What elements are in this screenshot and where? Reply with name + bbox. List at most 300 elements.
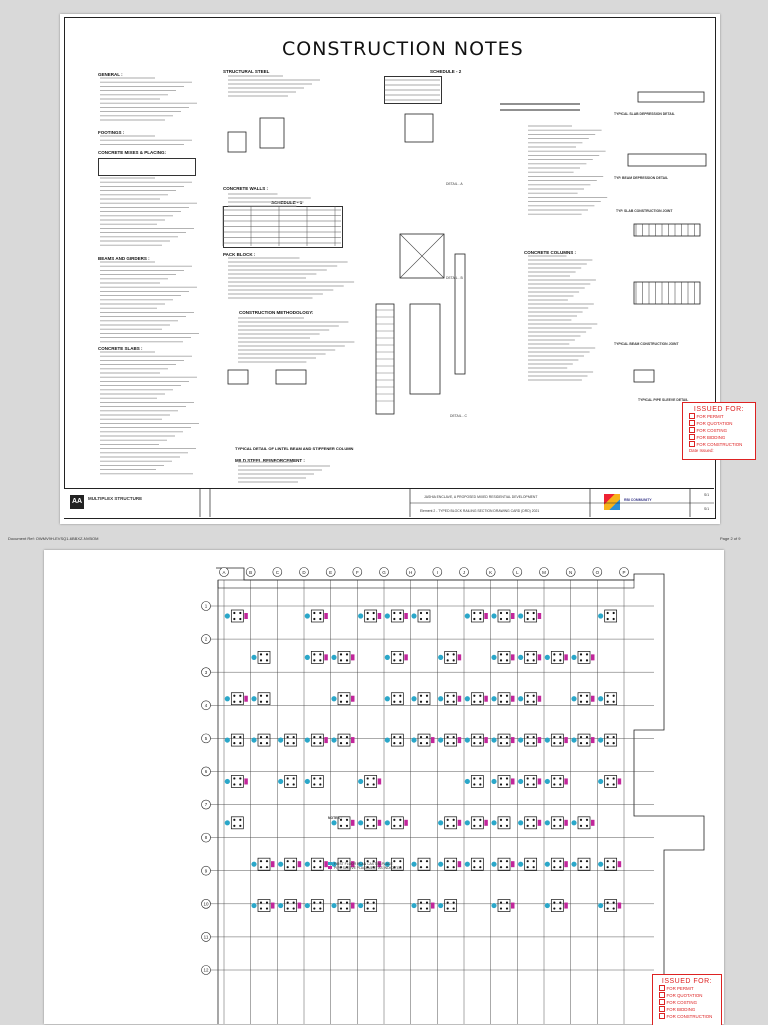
sleeve-marker-cyan [465,737,470,742]
grid-label: H [409,570,413,575]
sleeve-marker-magenta [351,820,355,826]
pile [533,819,535,821]
firm-name: MULTIPLEX STRUCTURE [88,496,143,501]
pile [479,860,481,862]
pile [399,612,401,614]
issued-item-costing[interactable]: FOR COSTING [689,427,755,434]
pile [533,618,535,620]
pile [580,736,582,738]
pile [260,736,262,738]
pile [506,901,508,903]
sleeve-marker-cyan [385,737,390,742]
pile [527,701,529,703]
issued-item-permit[interactable]: FOR PERMIT [659,985,721,992]
pile [266,901,268,903]
pile [346,653,348,655]
issued-item-permit[interactable]: FOR PERMIT [689,413,755,420]
grid-label: 2 [204,636,208,642]
pile-cap [525,734,537,746]
pile [447,659,449,661]
sleeve-marker-cyan [358,779,363,784]
pile [447,825,449,827]
pile [559,825,561,827]
sleeve-marker-cyan [411,737,416,742]
grid-label: E [329,570,333,575]
pile [506,742,508,744]
plan-legend [328,862,402,870]
pile [233,618,235,620]
pile-cap [605,900,617,912]
pile [346,695,348,697]
pile [287,866,289,868]
pile [479,736,481,738]
pile-cap [338,734,350,746]
sleeve-marker-magenta [484,820,488,826]
sleeve-marker-cyan [491,903,496,908]
pile [313,659,315,661]
sleeve-marker-cyan [331,737,336,742]
section-heading: CONCRETE SLABS : [98,346,143,351]
pile [453,860,455,862]
sleeve-marker-magenta [511,696,515,702]
pile [533,825,535,827]
detail-square [228,132,246,152]
sheet-construction-notes [60,14,745,524]
pile [313,736,315,738]
sleeve-marker-cyan [278,903,283,908]
grid-label: G [382,570,386,575]
pile [527,736,529,738]
pile [447,866,449,868]
grid-label: K [489,570,493,575]
pile [319,736,321,738]
pile-cap [498,734,510,746]
sleeve-marker-magenta [458,696,462,702]
pile [500,742,502,744]
section-heading: PACK BLOCK : [223,252,256,257]
pile [479,701,481,703]
pile [479,819,481,821]
sleeve-marker-magenta [244,696,248,702]
pile [313,612,315,614]
sleeve-marker-magenta [351,737,355,743]
pile [527,825,529,827]
pile [473,860,475,862]
sleeve-marker-cyan [571,862,576,867]
pile [500,825,502,827]
pile [533,777,535,779]
pile-cap [551,775,563,787]
pile-cap [231,693,243,705]
plan-notes [328,816,428,820]
sleeve-marker-cyan [491,820,496,825]
pile [580,659,582,661]
sleeve-marker-cyan [251,903,256,908]
pile [239,777,241,779]
pile [559,777,561,779]
sleeve-marker-cyan [225,696,230,701]
pile-cap [418,900,430,912]
grid-label: N [569,570,573,575]
pile [479,777,481,779]
beam-joint-detail [634,282,700,304]
sleeve-marker-cyan [491,655,496,660]
pile [607,736,609,738]
building-outline [216,568,704,1024]
pile [506,866,508,868]
pile [260,742,262,744]
pile [340,695,342,697]
pile-cap [578,651,590,663]
pile-cap [311,651,323,663]
sleeve-marker-magenta [538,778,542,784]
pile [613,777,615,779]
sleeve-marker-cyan [278,737,283,742]
pile [373,825,375,827]
pile-cap [498,610,510,622]
sleeve-marker-magenta [404,613,408,619]
sleeve-marker-magenta [351,696,355,702]
sleeve-marker-cyan [305,903,310,908]
pile [553,901,555,903]
sleeve-marker-cyan [385,696,390,701]
sleeve-marker-magenta [458,737,462,743]
grid-label: A [222,570,226,575]
pile [239,783,241,785]
grid-label: 4 [204,702,208,708]
pile [399,695,401,697]
dimension-strip [218,580,634,588]
grid-label: C [275,570,279,575]
pile [527,695,529,697]
sleeve-marker-cyan [278,779,283,784]
pile [553,825,555,827]
sleeve-marker-cyan [358,903,363,908]
pile-cap [551,734,563,746]
pile [293,860,295,862]
pile [426,860,428,862]
sleeve-marker-magenta [618,861,622,867]
sheet-description: Element 2 - TYPED BLOCK RAILING SECTION DRAWING CARD (DRD) 2021 [420,509,540,513]
pile-cap [605,734,617,746]
section-heading: TYPICAL DETAIL OF LINTEL BEAM AND STIFFENER COLUMN [235,446,354,451]
pile [260,907,262,909]
sleeve-marker-cyan [251,655,256,660]
pile [319,618,321,620]
section-heading: SCHEDULE - 2 [430,69,462,74]
pile [500,618,502,620]
checkbox-icon[interactable] [659,985,665,991]
sleeve-marker-magenta [618,778,622,784]
grid-label: I [436,570,438,575]
sleeve-marker-magenta [351,654,355,660]
pile [473,783,475,785]
pile [340,742,342,744]
pile [447,860,449,862]
pile [340,659,342,661]
pile-cap [418,693,430,705]
checkbox-icon[interactable] [659,1006,665,1012]
pile [506,701,508,703]
page-title: CONSTRUCTION NOTES [282,38,524,60]
pile [473,612,475,614]
pile [586,866,588,868]
pile [293,907,295,909]
pile-cap [365,610,377,622]
issued-item-quotation[interactable]: FOR QUOTATION [659,992,721,999]
pile [346,907,348,909]
pile [607,907,609,909]
pile-cap [471,775,483,787]
sleeve-marker-magenta [511,861,515,867]
pile [473,819,475,821]
slab-depression-detail [638,92,704,102]
sleeve-marker-magenta [378,778,382,784]
pile [233,612,235,614]
pile [473,825,475,827]
checkbox-icon[interactable] [659,992,665,998]
pile [393,825,395,827]
pile [553,653,555,655]
sleeve-marker-magenta [538,820,542,826]
pile [506,860,508,862]
pile-cap [498,817,510,829]
sleeve-marker-cyan [545,779,550,784]
issued-item-bidding[interactable]: FOR BIDDING [689,434,755,441]
pile [607,901,609,903]
issued-item-construction[interactable]: FOR CONSTRUCTION [659,1013,721,1020]
pile [420,866,422,868]
pile [500,783,502,785]
checkbox-icon[interactable] [659,999,665,1005]
pile [607,866,609,868]
pile [479,825,481,827]
pile-cap [285,900,297,912]
sleeve-marker-cyan [411,696,416,701]
column-section [410,304,440,394]
pile [553,907,555,909]
pile-cap [285,858,297,870]
sleeve-marker-magenta [271,861,275,867]
pile [313,907,315,909]
pile [426,695,428,697]
pile-cap [525,858,537,870]
pile [453,736,455,738]
sleeve-marker-cyan [438,655,443,660]
pile [500,612,502,614]
sleeve-marker-cyan [305,655,310,660]
pile-cap [311,610,323,622]
pile [346,736,348,738]
pile [580,653,582,655]
sleeve-marker-cyan [598,613,603,618]
pile [346,659,348,661]
pile [553,866,555,868]
pile [319,777,321,779]
pile [559,907,561,909]
pile [373,612,375,614]
pile [580,825,582,827]
pile [287,742,289,744]
checkbox-icon[interactable] [659,1013,665,1019]
sleeve-marker-cyan [305,737,310,742]
pile [586,860,588,862]
sleeve-marker-magenta [244,613,248,619]
pile [393,736,395,738]
sleeve-marker-magenta [324,737,328,743]
pile [506,618,508,620]
pile-cap [258,734,270,746]
pile-cap [471,734,483,746]
sleeve-marker-cyan [491,737,496,742]
grid-label: L [516,570,519,575]
pile [586,736,588,738]
sleeve-marker-cyan [411,903,416,908]
pile [479,695,481,697]
sleeve-marker-magenta [404,820,408,826]
sleeve-marker-cyan [331,820,336,825]
pile [533,866,535,868]
pile [340,901,342,903]
pile-cap [471,817,483,829]
pile [453,866,455,868]
pile [313,866,315,868]
pile-cap [338,693,350,705]
pile [319,901,321,903]
pile [260,653,262,655]
sleeve-marker-magenta [298,903,302,909]
detail-caption: TYPICAL BEAM CONSTRUCTION JOINT [614,342,679,346]
pile [453,907,455,909]
pile-cap [498,900,510,912]
pile [559,736,561,738]
pile [533,860,535,862]
pile-cap [525,775,537,787]
pile [319,612,321,614]
pile [319,783,321,785]
pile-cap [498,693,510,705]
sleeve-marker-magenta [324,613,328,619]
sleeve-marker-magenta [351,903,355,909]
pile [607,860,609,862]
pile [239,701,241,703]
pile [479,618,481,620]
issued-item-construction[interactable]: FOR CONSTRUCTION [689,441,755,448]
pile [319,653,321,655]
pile [607,612,609,614]
pile-cap [391,610,403,622]
pile [500,736,502,738]
issued-item-costing[interactable]: FOR COSTING [659,999,721,1006]
sleeve-marker-magenta [564,820,568,826]
pile [393,612,395,614]
sleeve-marker-magenta [484,737,488,743]
pile [340,701,342,703]
sleeve-marker-magenta [511,737,515,743]
pile-cap [365,775,377,787]
pile [506,653,508,655]
pile-cap [445,900,457,912]
pile [426,907,428,909]
pile [260,901,262,903]
pile [553,783,555,785]
sleeve-marker-cyan [385,655,390,660]
pile-cap [391,734,403,746]
sleeve-marker-cyan [225,820,230,825]
section-heading: FOOTINGS : [98,130,125,135]
pile [527,860,529,862]
pile-cap [605,775,617,787]
grid-label: P [622,570,626,575]
pile [399,736,401,738]
pile [399,618,401,620]
sleeve-marker-magenta [564,654,568,660]
sleeve-marker-magenta [458,654,462,660]
sleeve-marker-magenta [431,737,435,743]
pile [553,860,555,862]
sleeve-marker-cyan [571,655,576,660]
pile [426,901,428,903]
sleeve-marker-cyan [305,613,310,618]
sleeve-marker-cyan [598,737,603,742]
section-heading: BEAMS AND GIRDERS : [98,256,150,261]
sleeve-marker-cyan [518,737,523,742]
pile-cap [471,610,483,622]
pile [553,742,555,744]
pile [313,860,315,862]
pile [239,736,241,738]
sleeve-marker-cyan [438,862,443,867]
sleeve-marker-magenta [538,737,542,743]
pile [399,742,401,744]
pile [500,866,502,868]
sleeve-marker-cyan [225,779,230,784]
pile [313,742,315,744]
pile [233,742,235,744]
issued-heading: ISSUED FOR: [693,406,745,413]
pile [506,612,508,614]
pile-cap [418,734,430,746]
pile [426,618,428,620]
sleeve-marker-cyan [491,779,496,784]
pile [447,701,449,703]
sheet-foundation-plan [44,550,724,1024]
pile-cap [471,858,483,870]
pile [373,777,375,779]
pile [559,860,561,862]
document-ref: Document Ref: OWMV9H-EVSQ1-6BBXZ-NVBOM [8,536,99,541]
sheet-number: S/1 [704,507,710,511]
pile [453,695,455,697]
pile [613,742,615,744]
pile [553,819,555,821]
issued-item-bidding[interactable]: FOR BIDDING [659,1006,721,1013]
pile [580,742,582,744]
pipe-sleeve-detail [634,370,654,382]
sleeve-marker-cyan [251,862,256,867]
pile [527,742,529,744]
pile [287,901,289,903]
pile [293,901,295,903]
grid-label: 10 [203,901,209,907]
pile [453,701,455,703]
pile-cap [498,651,510,663]
pile [420,695,422,697]
pile [506,736,508,738]
issued-item-quotation[interactable]: FOR QUOTATION [689,420,755,427]
sleeve-marker-cyan [438,820,443,825]
pile [373,783,375,785]
